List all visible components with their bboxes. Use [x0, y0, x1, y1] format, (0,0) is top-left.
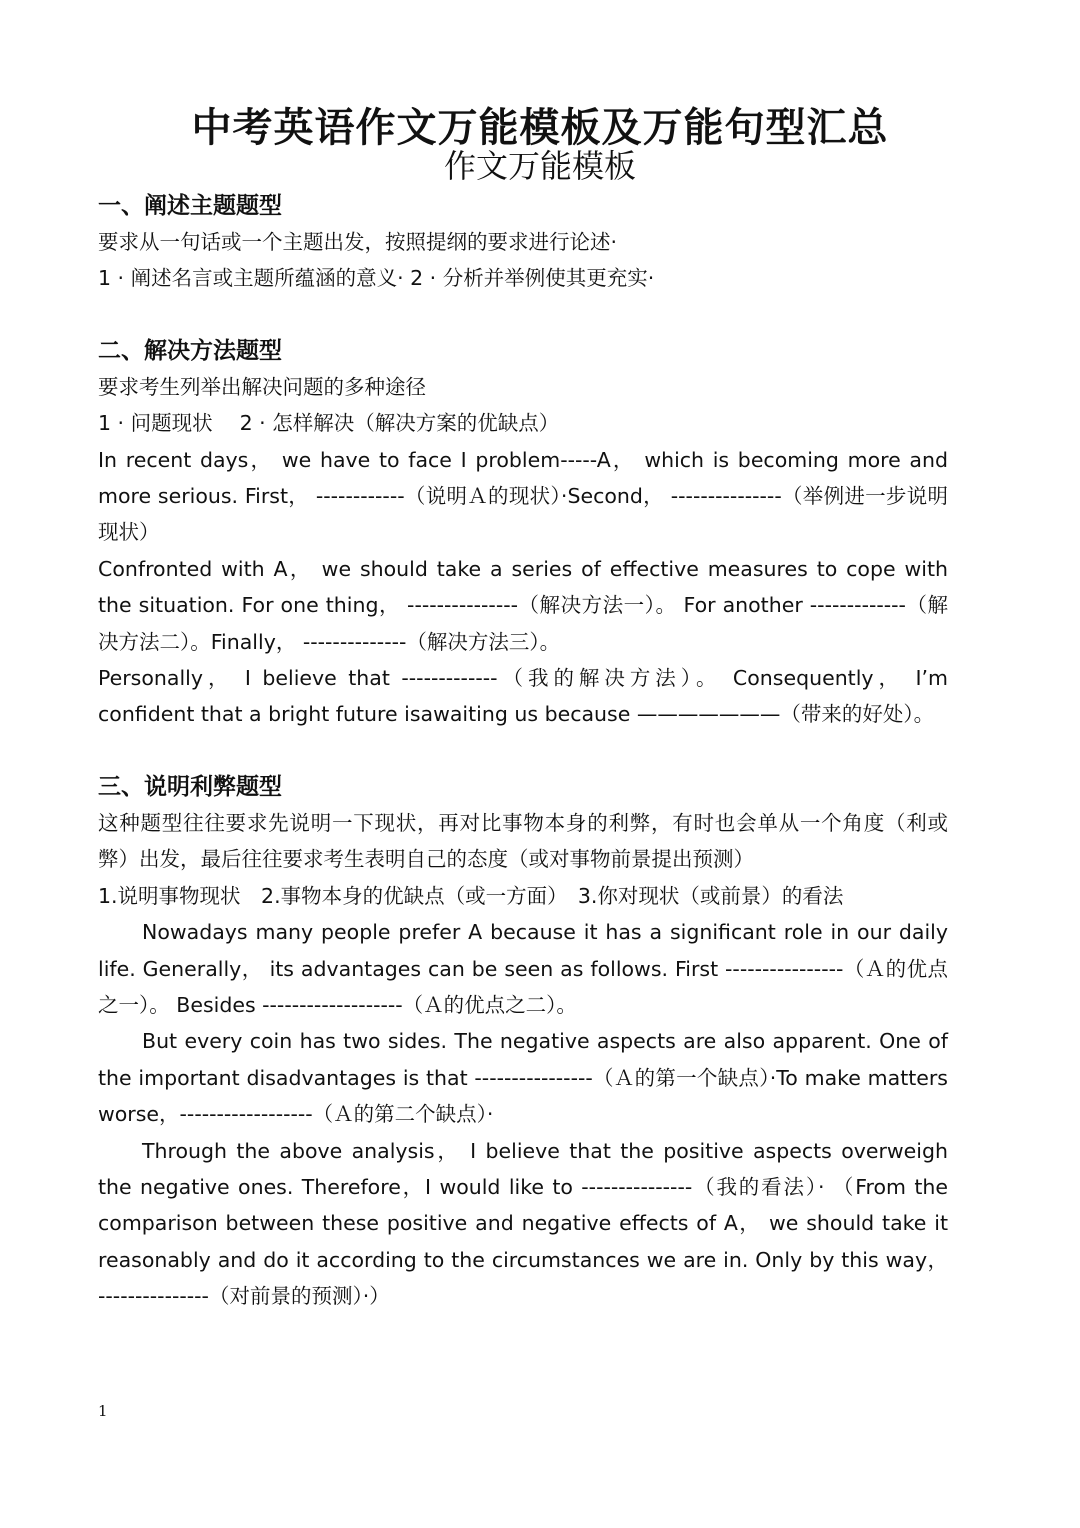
document-title: 中考英语作文万能模板及万能句型汇总 — [191, 105, 889, 151]
section-3-heading: 三、说明利弊题型 — [98, 773, 282, 800]
section-3-paragraph-2: But every coin has two sides. The negative aspects are also apparent. One of the important disadvantages is that ----------------（Ａ的第一个缺点）·To make matters worse，------------------（Ａ的第二个缺点）· — [98, 1029, 948, 1127]
spacer — [98, 297, 948, 333]
section-3-description: 这种题型往往要求先说明一下现状，再对比事物本身的利弊，有时也会单从一个角度（利或弊）出发，最后往往要求考生表明自己的态度（或对事物前景提出预测） — [98, 810, 948, 872]
section-3-paragraph-1: Nowadays many people prefer A because it has a significant role in our daily life. Generally， its advantages can be seen as follows. First ----------------（Ａ的优点之一）。 Besides -------------------（Ａ的优点之二）。 — [98, 920, 948, 1017]
document-body — [98, 188, 948, 1315]
page-number: 1 — [98, 1402, 108, 1420]
section-2-paragraph-3: Personally， I believe that -------------（我的解决方法）。 Consequently， I’m confident that a bright future isawaiting us because ———————（带来的好处）。 — [98, 666, 948, 727]
section-2-paragraph-1: In recent days， we have to face I problem-----A， which is becoming more and more serious. First， ------------（说明Ａ的现状）·Second， ---------------（举例进一步说明现状） — [98, 447, 948, 545]
section-1-heading: 一、阐述主题题型 — [98, 193, 282, 219]
section-2-description: 要求考生列举出解决问题的多种途径 — [98, 374, 426, 399]
section-2-paragraph-2: Confronted with A， we should take a series of effective measures to cope with the situation. For one thing， ---------------（解决方法一）。 For another -------------（解决方法二）。Finally， --------------（解决方法三）。 — [98, 556, 948, 654]
document-subtitle: 作文万能模板 — [443, 147, 636, 185]
section-2-heading: 二、解决方法题型 — [98, 337, 282, 364]
section-1-description: 要求从一句话或一个主题出发，按照提纲的要求进行论述· — [98, 230, 618, 254]
section-1-points: 1 · 阐述名言或主题所蕴涵的意义· 2 · 分析并举例使其更充实· — [98, 266, 655, 291]
section-2-points: 1 · 问题现状 2 · 怎样解决（解决方案的优缺点） — [98, 411, 560, 436]
section-3-points: 1.说明事物现状 2.事物本身的优缺点（或一方面） 3.你对现状（或前景）的看法 — [98, 883, 844, 908]
section-3-paragraph-3: Through the above analysis， I believe that the positive aspects overweigh the negative ones. Therefore，I would like to ---------------（我的看法）· （From the comparison between these positive and negative effects of A， we should take it reasonably and do it according to the circumstances we are in. Only by this way， ---------------（对前景的预测）·） — [98, 1138, 948, 1309]
spacer — [98, 733, 948, 769]
